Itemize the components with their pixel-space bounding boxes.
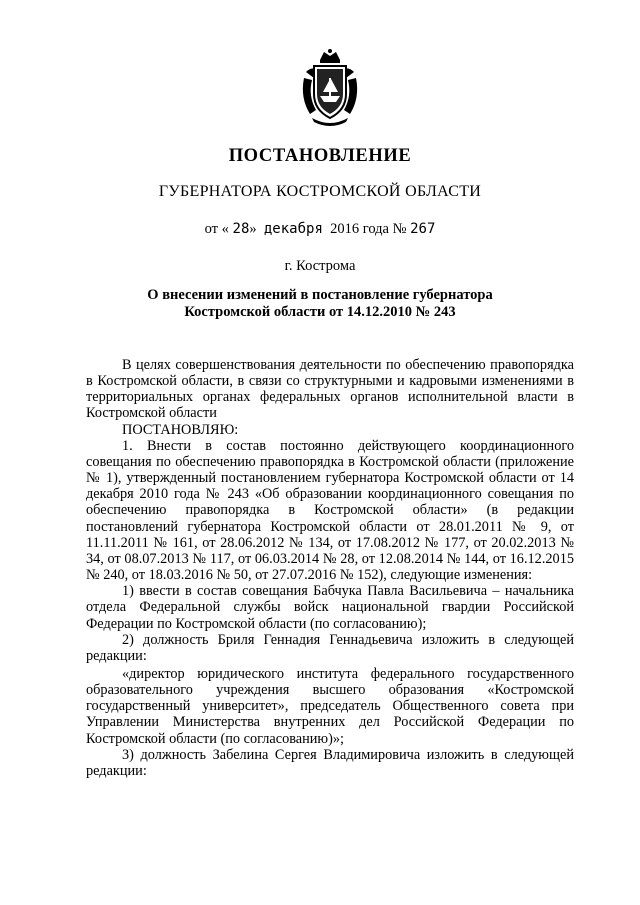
item-1-paragraph: 1. Внести в состав постоянно действующего координационного совещания по обеспечению правопорядка в Костромской области (приложение № 1), утвержденный постановлением губернатора Костромской области от 14 декабря 2010 года № 243 «Об образовании координационного совещания по обеспечению правопорядка в Костромской области» (в редакции постановлений губернатора Костромской области от 28.01.2011 № 9, от 11.11.2011 № 161, от 28.06.2012 № 134, от 17.08.2012 № 177, от 20.02.2013 № 34, от 08.07.2013 № 117, от 06.03.2014 № 28, от 12.08.2014 № 144, от 16.12.2015 № 240, от 18.03.2016 № 50, от 27.07.2016 № 152), следующие изменения: (86, 437, 574, 584)
change-3-paragraph: 3) должность Забелина Сергея Владимировича изложить в следующей редакции: (86, 746, 574, 779)
document-heading (0, 287, 640, 321)
heading-line-1: О внесении изменений в постановление губернатора (147, 287, 493, 303)
date-line (0, 221, 640, 238)
intro-paragraph: В целях совершенствования деятельности по обеспечению правопорядка в Костромской области, в связи со структурными и кадровыми изменениями в территориальных органах федеральных органов исполнительной власти в Костромской области (86, 357, 574, 422)
date-close-quote: » (249, 221, 257, 237)
document-body (86, 357, 574, 779)
document-number: 267 (410, 221, 436, 237)
date-day: 28 (232, 221, 250, 237)
change-2-paragraph: 2) должность Бриля Геннадия Геннадьевича изложить в следующей редакции: (86, 631, 574, 664)
date-month: декабря (263, 221, 323, 237)
change-2-quote: «директор юридического института федерального государственного образовательного учреждения высшего образования «Костромской государственный университет», председатель Общественного совета при Управлении Министерства внутренних дел Российской Федерации по Костромской области (по согласованию)»; (86, 665, 574, 747)
heading-line-2: Костромской области от 14.12.2010 № 243 (184, 304, 456, 320)
issuer-line: ГУБЕРНАТОРА КОСТРОМСКОЙ ОБЛАСТИ (158, 183, 482, 200)
coat-of-arms-icon (298, 48, 362, 128)
city-line: г. Кострома (284, 258, 356, 274)
date-open-quote: « (221, 221, 229, 237)
date-prefix: от (204, 221, 219, 237)
resolve-line: ПОСТАНОВЛЯЮ: (122, 421, 239, 438)
change-1-paragraph: 1) ввести в состав совещания Бабчука Павла Васильевича – начальника отдела Федеральной службы войск национальной гвардии Российской Федерации по Костромской области (по согласованию); (86, 583, 574, 632)
date-year: 2016 года № (330, 221, 407, 237)
document-title: ПОСТАНОВЛЕНИЕ (228, 146, 412, 166)
